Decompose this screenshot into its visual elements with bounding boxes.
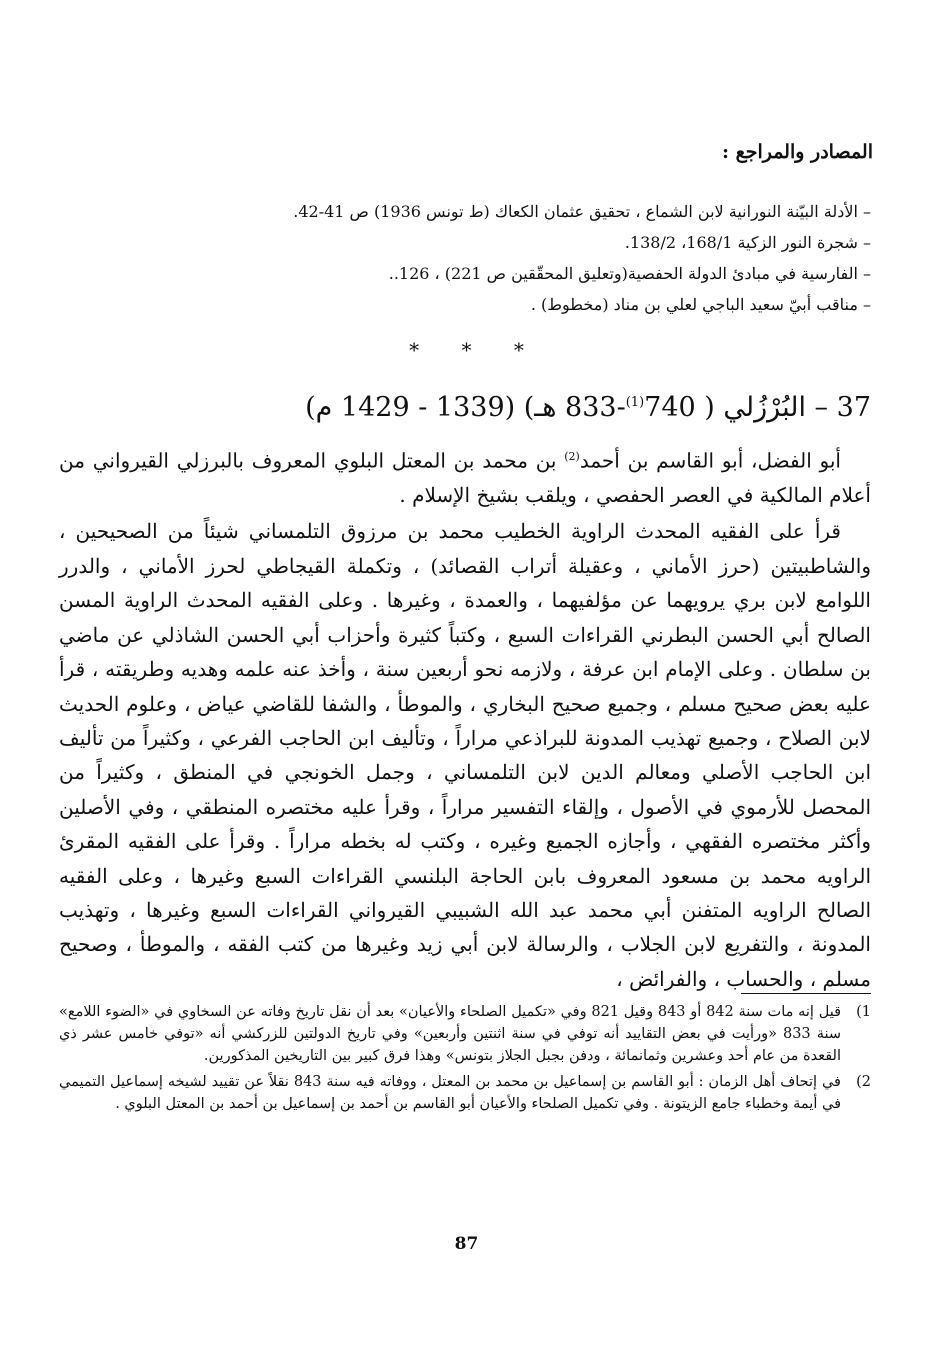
paragraph-text: أبو الفضل، أبو القاسم بن أحمد [579, 448, 841, 473]
source-item: – الفارسية في مبادئ الدولة الحفصية(وتعليق المحقّقين ص 221) ، 126.. [111, 258, 871, 289]
sources-list [111, 196, 871, 320]
sources-heading: المصادر والمراجع : [721, 141, 873, 163]
paragraph: قرأ على الفقيه المحدث الراوية الخطيب محمد بن مرزوق التلمساني شيئاً من الصحيحين ، والشاطبيتين (حرز الأماني ، وعقيلة أتراب القصائد) ، وتكملة القيجاطي لحرز الأماني ، والدرر اللوامع لابن بري يرويهما عن مؤلفيهما ، والعمدة ، وغيرها . وعلى الفقيه المحدث الراوية المسن الصالح أبي الحسن البطرني القراءات السبع ، وكتباً كثيرة وأحزاب أبي الحسن الشاذلي عن ماضي بن سلطان . وعلى الإمام ابن عرفة ، ولازمه نحو أربعين سنة ، وأخذ عنه علمه وهديه وطريقته ، قرأ عليه بعض صحيح مسلم ، وجميع صحيح البخاري ، والموطأ ، والشفا للقاضي عياض ، وعلوم الحديث لابن الصلاح ، وجميع تهذيب المدونة للبراذعي مراراً ، وتأليف ابن الحاجب الفرعي ، وكثيراً من تأليف ابن الحاجب الأصلي ومعالم الدين لابن التلمساني ، وجمل الخونجي في المنطق ، وكثيراً من المحصل للأرموي في الأصول ، وإلقاء التفسير مراراً ، وقرأ عليه مختصره المنطقي ، وفي الأصلين وأكثر مختصره الفقهي ، وأجازه الجميع وغيره ، وكتب له بخطه مراراً . وقرأ على الفقيه المقرئ الراويه محمد بن مسعود المعروف بابن الحاجة البلنسي القراءات السبع وغيرها ، وعلى الفقيه الصالح الراويه المتفنن أبي محمد عبد الله الشبيبي القيرواني القراءات السبع وغيرها ، وتهذيب المدونة ، والتفريع لابن الجلاب ، والرسالة لابن أبي زيد وغيرها من كتب الفقه ، والموطأ ، وصحيح مسلم ، والحساب ، والفرائض ، [59, 519, 871, 991]
body-text [59, 440, 871, 998]
footnotes [59, 1001, 871, 1119]
page-number: 87 [454, 1234, 479, 1254]
entry-dates-close: -833 هـ) (1339 - 1429 م) [305, 392, 626, 423]
footnote-text: قيل إنه مات سنة 842 أو 843 وقيل 821 وفي «تكميل الصلحاء والأعيان» بعد أن نقل تاريخ وفاته عن السخاوي في «الضوء اللامع» سنة 833 «ورأيت في بعض التقاييد أنه توفي في سنة اثنتين وأربعين» وفي تاريخ الدولتين للزركشي أنه «توفي خامس عشر ذي القعدة من عام أحد وعشرين وثمانمائة ، ودفن بجبل الجلاز بتونس» وهذا فرق كبير بين التاريخين المذكورين. [59, 1004, 841, 1064]
source-item: – شجرة النور الزكية 168/1، 138/2. [111, 227, 871, 258]
entry-dash: – [814, 392, 829, 423]
paragraph [59, 440, 871, 512]
footnote-number: 1) [856, 1004, 871, 1020]
footnote-ref: (1) [625, 395, 645, 410]
footnote-ref: (2) [564, 450, 580, 463]
entry-number: 37 [836, 392, 871, 423]
footnote [59, 1071, 871, 1115]
footnote [59, 1001, 871, 1067]
entry-name: البُرْزُلي [723, 392, 806, 423]
entry-title [305, 392, 871, 423]
footnote-text: في إتحاف أهل الزمان : أبو القاسم بن إسماعيل بن محمد بن المعتل ، ووفاته فيه سنة 843 نقلاً عن تقييد لشيخه إسماعيل التميمي في أيمة وخطباء جامع الزيتونة . وفي تكميل الصلحاء والأعيان أبو القاسم بن أحمد بن إسماعيل بن أحمد بن المعتل البلوي . [59, 1074, 841, 1112]
source-item: – الأدلة البيّنة النورانية لابن الشماع ، تحقيق عثمان الكعاك (ط تونس 1936) ص 41-42. [111, 196, 871, 227]
section-separator: * * * [409, 338, 524, 362]
entry-dates-open: ( 740 [644, 392, 715, 423]
paragraph-text: بن محمد بن المعتل البلوي المعروف بالبرزلي القيرواني من أعلام المالكية في العصر الحفصي ، ويلقب بشيخ الإسلام . [59, 448, 871, 508]
footnote-number: 2) [856, 1074, 871, 1090]
source-item: – مناقب أبيّ سعيد الباجي لعلي بن مناد (مخطوط) . [111, 289, 871, 320]
footnote-divider [741, 993, 871, 994]
